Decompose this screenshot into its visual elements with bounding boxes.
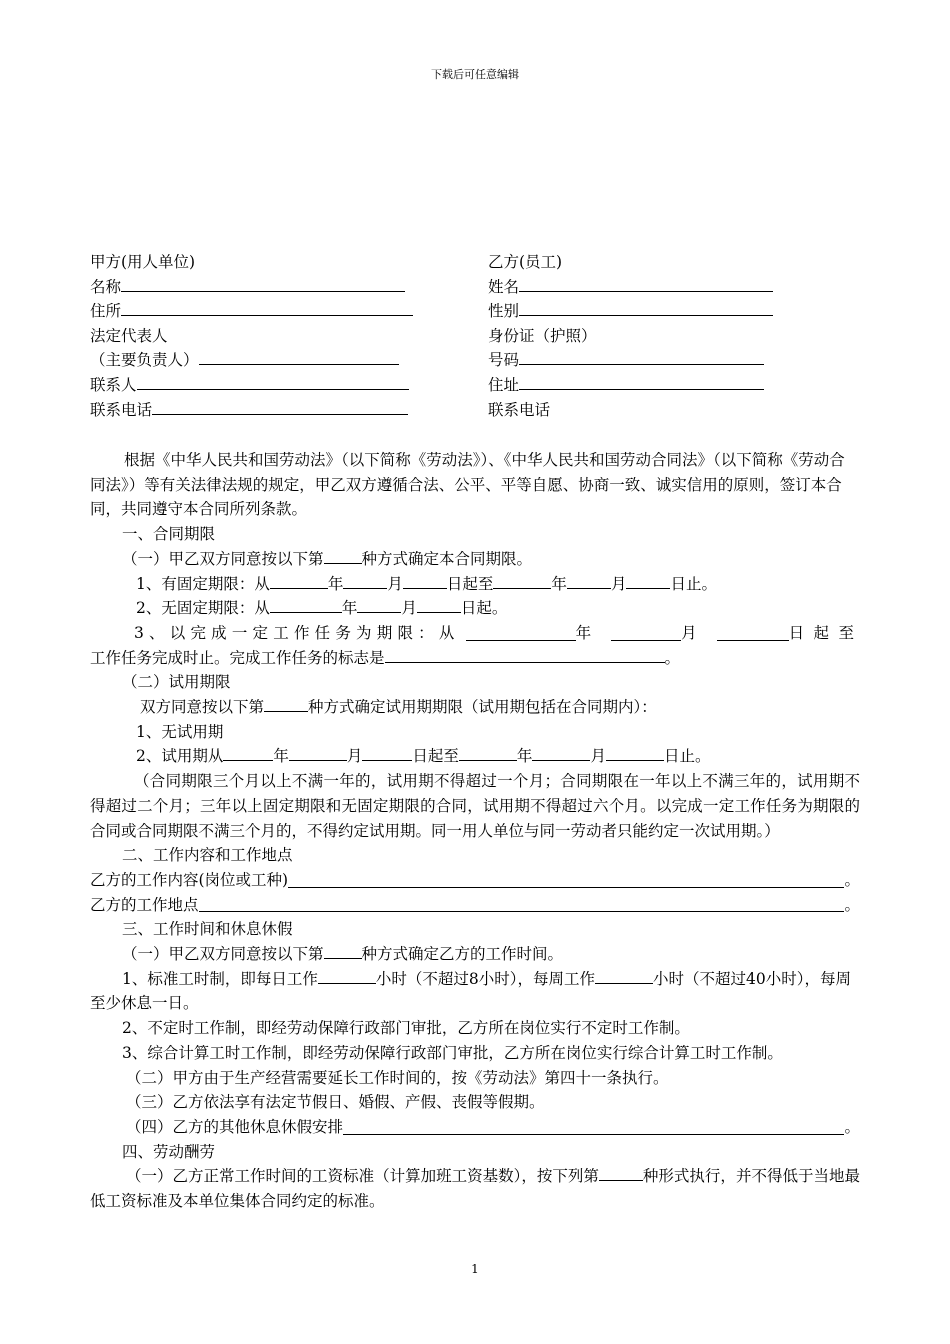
- contract-body: [90, 448, 860, 1214]
- party-info-block: [90, 250, 870, 422]
- party-a-phone-field[interactable]: [152, 399, 408, 415]
- party-a-phone-label: 联系电话: [90, 400, 153, 419]
- year-text: 年: [551, 574, 567, 593]
- month-text: 月: [681, 623, 697, 642]
- prob-from-year-field[interactable]: [223, 745, 273, 761]
- party-a-address-label: 住所: [90, 302, 122, 321]
- month-text: 月: [387, 574, 403, 593]
- work-content-label: 乙方的工作内容(岗位或工种): [90, 870, 289, 889]
- month-text: 月: [346, 747, 363, 766]
- probation-text-a: 双方同意按以下第: [140, 698, 265, 717]
- work-place-label: 乙方的工作地点: [90, 895, 199, 914]
- party-a-contact-label: 联系人: [90, 375, 137, 394]
- month-text: 月: [610, 574, 627, 593]
- prob-to-month-field[interactable]: [532, 745, 590, 761]
- fixed-to-year-field[interactable]: [493, 573, 551, 589]
- section-3-title: 三、工作时间和休息休假: [122, 920, 293, 939]
- end-text: 日止。: [670, 574, 717, 593]
- end-text: 。: [844, 870, 860, 889]
- open-from-year-field[interactable]: [270, 597, 342, 613]
- no-probation-option: 1、无试用期: [136, 722, 224, 741]
- s1-term-text-b: 种方式确定本合同期限。: [361, 549, 533, 568]
- wage-text-b: 种形式执行，并不得低于当地最低工资标准及本单位集体合同约定的标准。: [90, 1167, 860, 1211]
- party-b-phone-label: 联系电话: [488, 400, 551, 419]
- standard-hours-text-c: 小时（不超过40小时），每周至少休息一日。: [90, 969, 851, 1013]
- end-text: 日止。: [663, 747, 711, 766]
- from-text: 日起至: [788, 623, 860, 642]
- standard-hours-text-a: 1、标准工时制，即每日工作: [122, 969, 318, 988]
- task-from-year-field[interactable]: [466, 640, 576, 641]
- wage-text-a: （一）乙方正常工作时间的工资标准（计算加班工资基数），按下列第: [126, 1167, 599, 1186]
- other-leave-label: （四）乙方的其他休息休假安排: [126, 1117, 344, 1136]
- party-a-name-field[interactable]: [121, 276, 405, 292]
- party-a-address-field[interactable]: [121, 300, 413, 316]
- fixed-term-label: 1、有固定期限：从: [136, 574, 270, 593]
- prob-from-month-field[interactable]: [289, 745, 347, 761]
- party-b-address-field[interactable]: [519, 374, 764, 390]
- intro-paragraph: 根据《中华人民共和国劳动法》（以下简称《劳动法》）、《中华人民共和国劳动合同法》（以下简称《劳动合同法》）等有关法律法规的规定，甲乙双方遵循合法、公平、平等自愿、协商一致、诚实信用的原则，签订本合同，共同遵守本合同所列条款。: [90, 451, 845, 519]
- open-term-label: 2、无固定期限：从: [136, 599, 270, 618]
- weekly-hours-field[interactable]: [595, 968, 653, 984]
- standard-hours-text-b: 小时（不超过8小时），每周工作: [375, 969, 595, 988]
- comprehensive-hours-option: 3、综合计算工时工作制，即经劳动保障行政部门审批，乙方所在岗位实行综合计算工时工作制。: [122, 1043, 783, 1062]
- party-a-principal-label: （主要负责人）: [90, 351, 199, 370]
- party-a-legal-rep-label: 法定代表人: [90, 326, 168, 345]
- page-number: 1: [471, 1262, 479, 1276]
- probation-title: （二）试用期限: [122, 673, 231, 692]
- fixed-from-day-field[interactable]: [403, 573, 447, 589]
- other-leave-field[interactable]: [343, 1134, 844, 1135]
- party-b-id-number-label: 号码: [488, 351, 520, 370]
- prob-from-day-field[interactable]: [362, 745, 412, 761]
- fixed-to-day-field[interactable]: [626, 573, 670, 589]
- from-text: 日起至: [446, 574, 494, 593]
- task-completion-label: 工作任务完成时止。完成工作任务的标志是: [90, 648, 385, 667]
- open-from-month-field[interactable]: [357, 597, 401, 613]
- s1-term-choice-field[interactable]: [324, 548, 362, 564]
- party-a-title: 甲方(用人单位): [90, 253, 196, 271]
- party-b-id-label: 身份证（护照）: [488, 326, 597, 345]
- party-b-name-label: 姓名: [488, 277, 520, 296]
- party-b-name-field[interactable]: [519, 276, 773, 292]
- year-text: 年: [575, 623, 592, 642]
- year-text: 年: [341, 599, 358, 618]
- work-content-field[interactable]: [288, 887, 844, 888]
- end-text: 。: [664, 648, 681, 667]
- section-2-title: 二、工作内容和工作地点: [122, 846, 293, 865]
- party-a-name-label: 名称: [90, 277, 122, 296]
- party-b-gender-field[interactable]: [519, 300, 773, 316]
- party-b-address-label: 住址: [488, 375, 520, 394]
- probation-text-b: 种方式确定试用期期限（试用期包括在合同期内）：: [308, 698, 657, 717]
- fixed-to-month-field[interactable]: [567, 573, 611, 589]
- overtime-clause: （二）甲方由于生产经营需要延长工作时间的，按《劳动法》第四十一条执行。: [126, 1068, 669, 1087]
- section-4-title: 四、劳动酬劳: [122, 1142, 216, 1161]
- page-header-note: 下载后可任意编辑: [431, 68, 519, 81]
- from-text: 日起至: [412, 747, 459, 766]
- year-text: 年: [273, 747, 289, 766]
- fixed-from-year-field[interactable]: [270, 573, 328, 589]
- task-from-month-field[interactable]: [611, 640, 681, 641]
- month-text: 月: [401, 599, 417, 618]
- task-from-day-field[interactable]: [717, 640, 789, 641]
- party-b-id-number-field[interactable]: [519, 349, 764, 365]
- s3-hours-text-a: （一）甲乙双方同意按以下第: [122, 945, 324, 964]
- task-term-label: 3、以完成一定工作任务为期限：从: [134, 623, 460, 642]
- end-text: 。: [844, 1117, 860, 1136]
- probation-period-label: 2、试用期从: [136, 747, 224, 766]
- party-b-gender-label: 性别: [488, 302, 520, 321]
- party-a-contact-field[interactable]: [137, 374, 409, 390]
- year-text: 年: [327, 574, 344, 593]
- flexible-hours-option: 2、不定时工作制，即经劳动保障行政部门审批，乙方所在岗位实行不定时工作制。: [122, 1019, 690, 1038]
- task-completion-field[interactable]: [385, 647, 665, 663]
- s1-term-text-a: （一）甲乙双方同意按以下第: [122, 549, 324, 568]
- prob-to-year-field[interactable]: [459, 745, 517, 761]
- probation-note: （合同期限三个月以上不满一年的，试用期不得超过一个月；合同期限在一年以上不满三年的，试用期不得超过二个月；三年以上固定期限和无固定期限的合同，试用期不得超过六个月。以完成一定工作任务为期限的合同或合同期限不满三个月的，不得约定试用期。同一用人单位与同一劳动者只能约定一次试用期。）: [90, 772, 860, 840]
- party-a-principal-field[interactable]: [199, 349, 399, 365]
- open-from-day-field[interactable]: [417, 597, 461, 613]
- end-text: 。: [844, 895, 860, 914]
- s3-hours-choice-field[interactable]: [324, 943, 362, 959]
- prob-to-day-field[interactable]: [606, 745, 664, 761]
- probation-choice-field[interactable]: [264, 696, 308, 712]
- section-1-title: 一、合同期限: [122, 525, 216, 544]
- party-b-title: 乙方(员工): [488, 253, 563, 271]
- from-text: 日起。: [460, 599, 508, 618]
- wage-choice-field[interactable]: [599, 1165, 643, 1181]
- month-text: 月: [590, 747, 606, 766]
- holidays-clause: （三）乙方依法享有法定节假日、婚假、产假、丧假等假期。: [126, 1093, 545, 1112]
- s3-hours-text-b: 种方式确定乙方的工作时间。: [361, 945, 564, 964]
- fixed-from-month-field[interactable]: [343, 573, 387, 589]
- year-text: 年: [516, 747, 533, 766]
- work-place-field[interactable]: [199, 911, 845, 912]
- daily-hours-field[interactable]: [318, 968, 376, 984]
